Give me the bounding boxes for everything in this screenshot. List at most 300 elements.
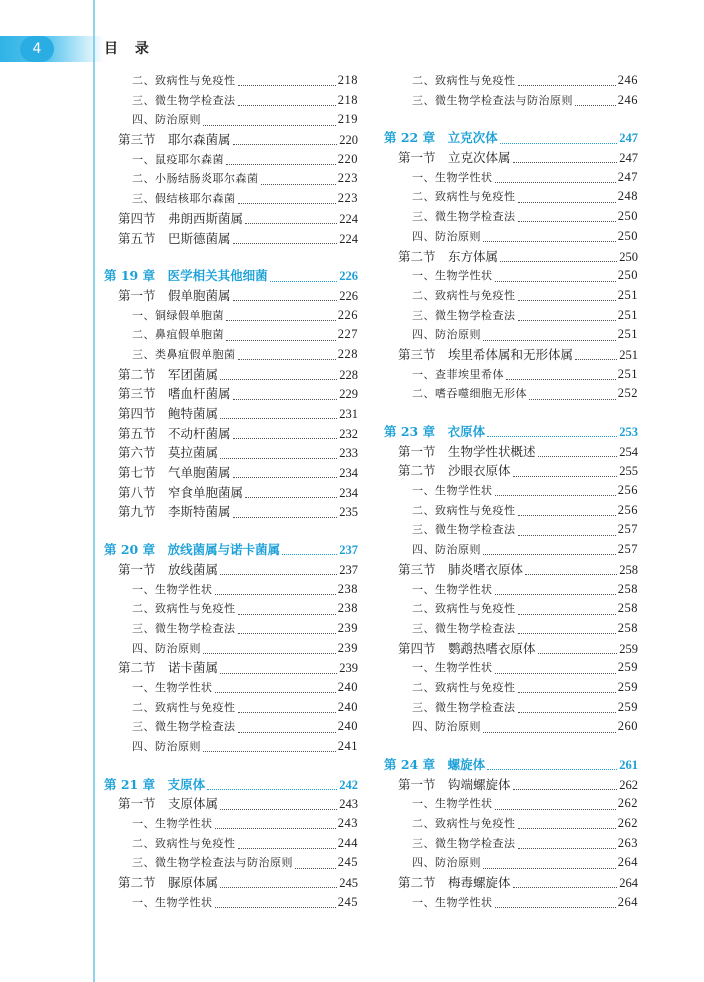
toc-entry-page: 232: [339, 426, 358, 441]
toc-entry-label: 二、嗜吞噬细胞无形体: [412, 387, 527, 401]
toc-sub-entry[interactable]: [104, 853, 358, 873]
toc-leader-dots: [538, 647, 618, 654]
toc-sub-entry[interactable]: [104, 639, 358, 659]
toc-leader-dots: [220, 412, 337, 419]
toc-section-entry[interactable]: [384, 148, 638, 168]
toc-leader-dots: [518, 608, 616, 615]
toc-leader-dots: [518, 686, 616, 693]
toc-entry-page: 226: [339, 288, 358, 303]
toc-leader-dots: [513, 783, 618, 790]
toc-entry-label: 第五节 巴斯德菌属: [118, 230, 231, 246]
toc-entry-label: 一、查菲埃里希体: [412, 367, 504, 381]
toc-entry-label: 第三节 耶尔森菌属: [118, 132, 231, 148]
toc-entry-label: 第九节 李斯特菌属: [118, 504, 231, 520]
toc-entry-page: 260: [617, 719, 638, 734]
toc-entry-page: 220: [339, 133, 358, 148]
toc-leader-dots: [483, 235, 616, 242]
toc-section-entry[interactable]: [384, 873, 638, 893]
toc-entry-label: 一、生物学性状: [412, 797, 493, 811]
toc-leader-dots: [518, 294, 616, 301]
toc-entry-page: 259: [617, 699, 638, 714]
toc-entry-label: 第二节 东方体属: [398, 248, 499, 264]
toc-leader-dots: [238, 627, 336, 634]
toc-leader-dots: [238, 353, 336, 360]
toc-leader-dots: [575, 99, 616, 106]
toc-entry-label: 一、鼠疫耶尔森菌: [132, 152, 224, 166]
toc-leader-dots: [226, 314, 336, 321]
page-number-tab: [0, 36, 104, 62]
toc-sub-entry[interactable]: [384, 168, 638, 188]
toc-sub-entry[interactable]: [104, 189, 358, 209]
toc-leader-dots: [245, 491, 337, 498]
toc-entry-label: 二、致病性与免疫性: [132, 602, 236, 616]
toc-leader-dots: [483, 334, 616, 341]
toc-sub-entry[interactable]: [384, 501, 638, 521]
toc-right-column: [384, 71, 638, 913]
toc-entry-label: 二、致病性与免疫性: [412, 817, 516, 831]
page-number: 4: [32, 41, 42, 57]
toc-chapter-entry[interactable]: [384, 128, 638, 148]
toc-entry-page: 243: [337, 816, 358, 831]
toc-sub-entry[interactable]: [384, 306, 638, 326]
toc-sub-entry[interactable]: [104, 150, 358, 170]
toc-entry-label: 第 21 章 支原体: [104, 776, 206, 792]
toc-entry-page: 238: [337, 601, 358, 616]
toc-entry-page: 220: [337, 151, 358, 166]
toc-entry-page: 228: [339, 367, 358, 382]
toc-entry-label: 一、生物学性状: [132, 582, 213, 596]
toc-leader-dots: [233, 471, 338, 478]
toc-entry-label: 第二节 沙眼衣原体: [398, 463, 511, 479]
toc-entry-page: 250: [617, 209, 638, 224]
toc-sub-entry[interactable]: [384, 520, 638, 540]
toc-sub-entry[interactable]: [384, 71, 638, 91]
toc-leader-dots: [220, 373, 337, 380]
toc-leader-dots: [220, 881, 337, 888]
toc-entry-page: 251: [617, 307, 638, 322]
toc-sub-entry[interactable]: [384, 540, 638, 560]
toc-entry-page: 224: [339, 211, 358, 226]
toc-entry-page: 251: [617, 366, 638, 381]
toc-section-entry[interactable]: [104, 229, 358, 249]
toc-entry-page: 251: [617, 327, 638, 342]
toc-entry-page: 257: [617, 522, 638, 537]
toc-entry-label: 二、致病性与免疫性: [412, 190, 516, 204]
toc-sub-entry[interactable]: [104, 717, 358, 737]
toc-entry-page: 250: [617, 268, 638, 283]
toc-section-entry[interactable]: [104, 794, 358, 814]
toc-leader-dots: [215, 588, 336, 595]
toc-leader-dots: [487, 430, 617, 437]
toc-entry-page: 247: [617, 169, 638, 184]
toc-entry-page: 264: [617, 894, 638, 909]
toc-leader-dots: [220, 803, 337, 810]
toc-entry-label: 四、防治原则: [412, 543, 481, 557]
toc-section-entry[interactable]: [104, 286, 358, 306]
toc-entry-label: 第 19 章 医学相关其他细菌: [104, 268, 268, 284]
toc-entry-page: 259: [619, 641, 638, 656]
toc-sub-entry[interactable]: [384, 814, 638, 834]
toc-sub-entry[interactable]: [104, 91, 358, 111]
toc-section-entry[interactable]: [384, 775, 638, 795]
toc-entry-label: 第二节 诺卡菌属: [118, 660, 219, 676]
toc-leader-dots: [518, 509, 616, 516]
toc-sub-entry[interactable]: [384, 481, 638, 501]
toc-entry-label: 四、防治原则: [412, 229, 481, 243]
toc-entry-label: 四、防治原则: [412, 720, 481, 734]
toc-entry-label: 第三节 埃里希体属和无形体属: [398, 346, 574, 362]
toc-entry-label: 第 22 章 立克次体: [384, 130, 498, 146]
toc-leader-dots: [238, 79, 336, 86]
toc-leader-dots: [233, 393, 338, 400]
toc-entry-label: 三、微生物学检查法: [132, 93, 236, 107]
toc-leader-dots: [483, 726, 616, 733]
toc-entry-page: 223: [337, 191, 358, 206]
toc-sub-entry[interactable]: [104, 893, 358, 913]
toc-entry-label: 二、小肠结肠炎耶尔森菌: [132, 172, 259, 186]
toc-leader-dots: [238, 99, 336, 106]
toc-sub-entry[interactable]: [104, 345, 358, 365]
toc-entry-label: 二、致病性与免疫性: [412, 680, 516, 694]
toc-entry-page: 228: [337, 346, 358, 361]
toc-entry-page: 254: [619, 444, 638, 459]
toc-leader-dots: [500, 255, 617, 262]
toc-entry-page: 258: [619, 562, 638, 577]
toc-leader-dots: [233, 432, 338, 439]
toc-entry-label: 一、生物学性状: [132, 680, 213, 694]
toc-entry-page: 241: [337, 739, 358, 753]
toc-entry-page: 258: [617, 620, 638, 635]
toc-sub-entry[interactable]: [384, 325, 638, 345]
toc-entry-label: 第三节 肺炎嗜衣原体: [398, 561, 524, 577]
toc-entry-label: 一、生物学性状: [412, 895, 493, 909]
toc-left-column: [104, 71, 358, 913]
toc-leader-dots: [245, 217, 337, 224]
toc-leader-dots: [495, 803, 616, 810]
toc-entry-label: 第二节 军团菌属: [118, 366, 219, 382]
toc-sub-entry[interactable]: [104, 306, 358, 326]
toc-entry-label: 第一节 钩端螺旋体: [398, 776, 511, 792]
toc-section-entry[interactable]: [104, 560, 358, 580]
toc-entry-page: 264: [619, 876, 638, 891]
toc-entry-label: 二、致病性与免疫性: [412, 503, 516, 517]
toc-entry-label: 一、生物学性状: [132, 895, 213, 909]
toc-entry-page: 259: [617, 660, 638, 675]
toc-entry-label: 二、鼻疽假单胞菌: [132, 328, 224, 342]
toc-sub-entry[interactable]: [384, 365, 638, 385]
toc-leader-dots: [238, 197, 336, 204]
toc-section-entry[interactable]: [104, 502, 358, 522]
toc-entry-page: 259: [617, 679, 638, 694]
toc-entry-page: 256: [617, 502, 638, 517]
toc-chapter-entry[interactable]: [384, 755, 638, 775]
toc-sub-entry[interactable]: [384, 853, 638, 873]
toc-sub-entry[interactable]: [104, 619, 358, 639]
toc-entry-label: 第六节 莫拉菌属: [118, 445, 219, 461]
toc-leader-dots: [525, 568, 617, 575]
toc-leader-dots: [506, 373, 616, 380]
toc-leader-dots: [495, 489, 616, 496]
toc-entry-page: 252: [617, 386, 638, 401]
toc-entry-label: 第 23 章 衣原体: [384, 424, 486, 439]
toc-entry-label: 第二节 梅毒螺旋体: [398, 875, 511, 891]
toc-entry-page: 234: [339, 485, 358, 500]
toc-entry-label: 三、微生物学检查法: [412, 523, 516, 537]
toc-entry-page: 246: [617, 92, 638, 107]
toc-entry-page: 237: [339, 543, 358, 558]
toc-leader-dots: [495, 275, 616, 282]
toc-section-entry[interactable]: [384, 560, 638, 580]
toc-sub-entry[interactable]: [104, 325, 358, 345]
toc-entry-page: 218: [337, 92, 358, 107]
toc-entry-label: 三、微生物学检查法: [412, 621, 516, 635]
toc-entry-page: 223: [337, 171, 358, 186]
toc-entry-page: 247: [619, 151, 638, 166]
toc-leader-dots: [483, 548, 616, 555]
toc-section-entry[interactable]: [104, 384, 358, 404]
toc-entry-label: 一、生物学性状: [132, 817, 213, 831]
toc-entry-page: 239: [337, 620, 358, 635]
toc-leader-dots: [518, 529, 616, 536]
toc-section-entry[interactable]: [104, 873, 358, 893]
toc-sub-entry[interactable]: [104, 169, 358, 189]
toc-section-entry[interactable]: [104, 443, 358, 463]
toc-leader-dots: [518, 196, 616, 203]
toc-entry-label: 四、防治原则: [132, 740, 201, 753]
toc-leader-dots: [513, 470, 618, 477]
toc-leader-dots: [295, 862, 336, 869]
toc-sub-entry[interactable]: [384, 678, 638, 698]
toc-leader-dots: [220, 452, 337, 459]
toc-entry-page: 248: [617, 189, 638, 204]
toc-entry-page: 256: [617, 483, 638, 498]
toc-entry-label: 三、微生物学检查法: [412, 308, 516, 322]
toc-sub-entry[interactable]: [384, 187, 638, 207]
toc-entry-label: 第八节 窄食单胞菌属: [118, 484, 244, 500]
toc-entry-label: 第一节 假单胞菌属: [118, 287, 231, 303]
toc-entry-page: 218: [337, 73, 358, 87]
toc-section-entry[interactable]: [384, 247, 638, 267]
toc-leader-dots: [518, 706, 616, 713]
toc-entry-label: 一、生物学性状: [412, 661, 493, 675]
toc-leader-dots: [495, 901, 616, 908]
toc-sub-entry[interactable]: [384, 286, 638, 306]
toc-entry-label: 三、微生物学检查法: [412, 700, 516, 714]
toc-entry-page: 237: [339, 562, 358, 577]
toc-entry-label: 四、防治原则: [412, 328, 481, 342]
toc-sub-entry[interactable]: [384, 599, 638, 619]
toc-entry-label: 二、致病性与免疫性: [412, 288, 516, 302]
toc-entry-page: 242: [339, 777, 358, 792]
toc-chapter-entry[interactable]: [384, 422, 638, 442]
toc-entry-page: 250: [619, 249, 638, 264]
toc-entry-label: 二、致病性与免疫性: [132, 74, 236, 87]
toc-entry-label: 第一节 放线菌属: [118, 561, 219, 577]
toc-entry-label: 第一节 立克次体属: [398, 150, 511, 166]
toc-leader-dots: [495, 588, 616, 595]
toc-section-entry[interactable]: [104, 404, 358, 424]
toc-leader-dots: [495, 667, 616, 674]
toc-leader-dots: [538, 450, 618, 457]
toc-sub-entry[interactable]: [104, 678, 358, 698]
toc-sub-entry[interactable]: [384, 717, 638, 737]
toc-sub-entry[interactable]: [104, 71, 358, 91]
toc-sub-entry[interactable]: [384, 794, 638, 814]
toc-entry-label: 第二节 脲原体属: [118, 875, 219, 891]
toc-section-entry[interactable]: [384, 639, 638, 659]
toc-entry-label: 四、防治原则: [412, 856, 481, 870]
toc-entry-page: 240: [337, 719, 358, 734]
toc-entry-page: 227: [337, 327, 358, 342]
toc-leader-dots: [233, 294, 338, 301]
toc-entry-label: 二、致病性与免疫性: [132, 836, 236, 850]
toc-entry-label: 一、生物学性状: [412, 582, 493, 596]
toc-leader-dots: [233, 511, 338, 518]
toc-leader-dots: [203, 647, 336, 654]
toc-sub-entry[interactable]: [384, 893, 638, 913]
toc-leader-dots: [215, 822, 336, 829]
toc-section-entry[interactable]: [104, 658, 358, 678]
toc-entry-label: 二、致病性与免疫性: [412, 74, 516, 87]
toc-sub-entry[interactable]: [104, 814, 358, 834]
toc-entry-page: 247: [619, 131, 638, 146]
toc-leader-dots: [207, 783, 337, 790]
toc-entry-page: 251: [617, 287, 638, 302]
toc-leader-dots: [518, 79, 616, 86]
toc-entry-page: 234: [339, 466, 358, 481]
toc-sub-entry[interactable]: [104, 834, 358, 854]
toc-entry-label: 四、防治原则: [132, 641, 201, 655]
toc-sub-entry[interactable]: [384, 266, 638, 286]
toc-entry-page: 251: [619, 347, 638, 362]
toc-entry-page: 255: [619, 464, 638, 479]
toc-leader-dots: [233, 237, 338, 244]
toc-sub-entry[interactable]: [384, 207, 638, 227]
toc-entry-label: 三、微生物学检查法: [132, 720, 236, 734]
toc-leader-dots: [483, 862, 616, 869]
toc-sub-entry[interactable]: [104, 737, 358, 757]
toc-entry-page: 240: [337, 679, 358, 694]
toc-section-entry[interactable]: [384, 461, 638, 481]
toc-section-entry[interactable]: [104, 463, 358, 483]
toc-sub-entry[interactable]: [384, 619, 638, 639]
toc-entry-page: 233: [339, 446, 358, 461]
toc-entry-label: 第五节 不动杆菌属: [118, 425, 231, 441]
toc-leader-dots: [500, 137, 618, 144]
toc-leader-dots: [233, 138, 338, 145]
toc-leader-dots: [518, 215, 616, 222]
toc-entry-page: 238: [337, 581, 358, 596]
toc-entry-page: 246: [617, 73, 638, 87]
toc-chapter-entry[interactable]: [104, 775, 358, 795]
toc-leader-dots: [238, 608, 336, 615]
toc-entry-label: 三、微生物学检查法: [412, 210, 516, 224]
toc-sub-entry[interactable]: [104, 599, 358, 619]
toc-entry-label: 三、微生物学检查法与防治原则: [132, 856, 293, 870]
toc-entry-label: 第 24 章 螺旋体: [384, 757, 486, 772]
toc-entry-label: 第四节 鹦鹉热嗜衣原体: [398, 640, 536, 656]
toc-entry-page: 245: [337, 855, 358, 870]
toc-entry-label: 三、类鼻疽假单胞菌: [132, 347, 236, 361]
toc-leader-dots: [518, 842, 616, 849]
toc-entry-page: 226: [337, 307, 358, 322]
toc-entry-label: 第四节 鲍特菌属: [118, 406, 219, 421]
toc-sub-entry[interactable]: [384, 698, 638, 718]
toc-entry-page: 226: [339, 269, 358, 284]
toc-leader-dots: [215, 686, 336, 693]
toc-leader-dots: [513, 156, 618, 163]
toc-chapter-entry[interactable]: [104, 540, 358, 560]
toc-entry-page: 219: [337, 112, 358, 127]
toc-sub-entry[interactable]: [384, 91, 638, 111]
toc-entry-page: 262: [619, 777, 638, 792]
toc-sub-entry[interactable]: [104, 110, 358, 130]
toc-leader-dots: [238, 706, 336, 713]
toc-leader-dots: [220, 568, 337, 575]
toc-leader-dots: [203, 745, 336, 752]
toc-chapter-entry[interactable]: [104, 266, 358, 286]
toc-leader-dots: [487, 763, 617, 770]
toc-section-entry[interactable]: [104, 130, 358, 150]
toc-section-entry[interactable]: [104, 424, 358, 444]
toc-entry-label: 一、生物学性状: [412, 484, 493, 498]
toc-section-entry[interactable]: [104, 209, 358, 229]
toc-sub-entry[interactable]: [384, 834, 638, 854]
toc-entry-label: 第一节 生物学性状概述: [398, 443, 536, 459]
toc-leader-dots: [238, 726, 336, 733]
toc-leader-dots: [518, 822, 616, 829]
toc-entry-page: 231: [339, 407, 358, 421]
toc-entry-page: 258: [617, 601, 638, 616]
toc-leader-dots: [518, 314, 616, 321]
toc-sub-entry[interactable]: [384, 384, 638, 404]
toc-leader-dots: [261, 178, 336, 185]
toc-sub-entry[interactable]: [384, 658, 638, 678]
toc-leader-dots: [495, 176, 616, 183]
toc-entry-page: 239: [337, 640, 358, 655]
toc-entry-label: 第三节 嗜血杆菌属: [118, 386, 231, 402]
toc-entry-page: 229: [339, 387, 358, 402]
toc-entry-page: 240: [337, 699, 358, 714]
toc-section-entry[interactable]: [384, 345, 638, 365]
toc-sub-entry[interactable]: [384, 227, 638, 247]
toc-leader-dots: [203, 119, 336, 126]
toc-section-entry[interactable]: [104, 365, 358, 385]
toc-entry-label: 一、生物学性状: [412, 269, 493, 283]
toc-entry-page: 235: [339, 505, 358, 520]
toc-leader-dots: [513, 881, 618, 888]
toc-section-entry[interactable]: [104, 483, 358, 503]
toc-leader-dots: [215, 901, 336, 908]
toc-sub-entry[interactable]: [104, 580, 358, 600]
toc-sub-entry[interactable]: [384, 580, 638, 600]
toc-entry-label: 一、铜绿假单胞菌: [132, 308, 224, 322]
toc-sub-entry[interactable]: [104, 698, 358, 718]
toc-entry-page: 262: [617, 796, 638, 811]
toc-entry-page: 257: [617, 542, 638, 557]
toc-section-entry[interactable]: [384, 442, 638, 462]
toc-entry-page: 239: [339, 661, 358, 676]
toc-entry-page: 261: [619, 758, 638, 772]
toc-entry-page: 262: [617, 816, 638, 831]
toc-entry-label: 三、微生物学检查法: [412, 836, 516, 850]
toc-entry-page: 244: [337, 835, 358, 850]
toc-leader-dots: [518, 627, 616, 634]
toc-entry-label: 第 20 章 放线菌属与诺卡菌属: [104, 542, 281, 558]
toc-entry-label: 一、生物学性状: [412, 170, 493, 184]
toc-leader-dots: [238, 842, 336, 849]
toc-leader-dots: [270, 275, 338, 282]
